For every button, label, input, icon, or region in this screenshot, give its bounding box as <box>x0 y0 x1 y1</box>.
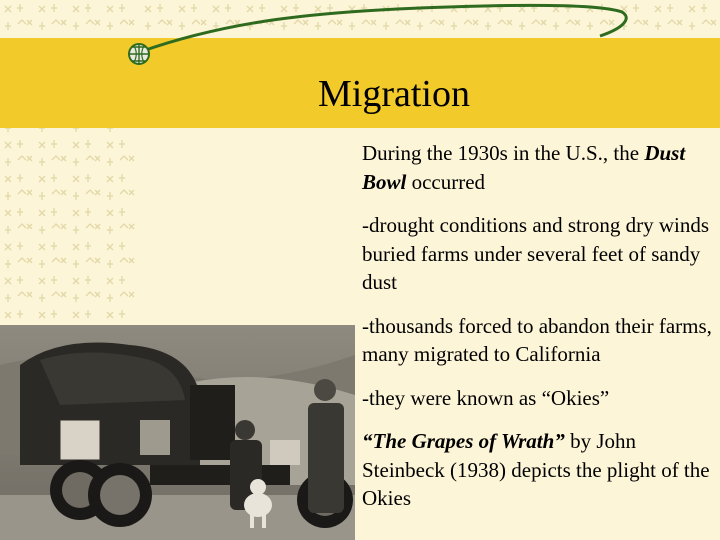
paragraph-text-tail: occurred <box>406 169 486 194</box>
dust-bowl-migrant-family-photo <box>0 325 355 540</box>
dust-bowl-term: Dust Bowl <box>362 141 686 194</box>
paragraph-text-tail: by John Steinbeck (1938) depicts the plight of the Okies <box>362 429 710 510</box>
paragraph-okies: -they were known as “Okies” <box>362 385 610 410</box>
slide-body <box>362 139 712 528</box>
title-decoration <box>0 0 720 140</box>
slide-title: Migration <box>318 73 470 115</box>
paragraph-grapes-of-wrath <box>362 427 712 513</box>
paragraph-text: During the 1930s in the U.S., the <box>362 141 640 165</box>
paragraph-migration: -thousands forced to abandon their farms, many migrated to California <box>362 313 712 366</box>
globe-icon <box>129 44 149 64</box>
paragraph-drought: -drought conditions and strong dry winds buried farms under several feet of sandy dust <box>362 213 710 294</box>
paragraph-dust-bowl <box>362 139 712 196</box>
book-title: “The Grapes of Wrath” <box>362 429 565 453</box>
